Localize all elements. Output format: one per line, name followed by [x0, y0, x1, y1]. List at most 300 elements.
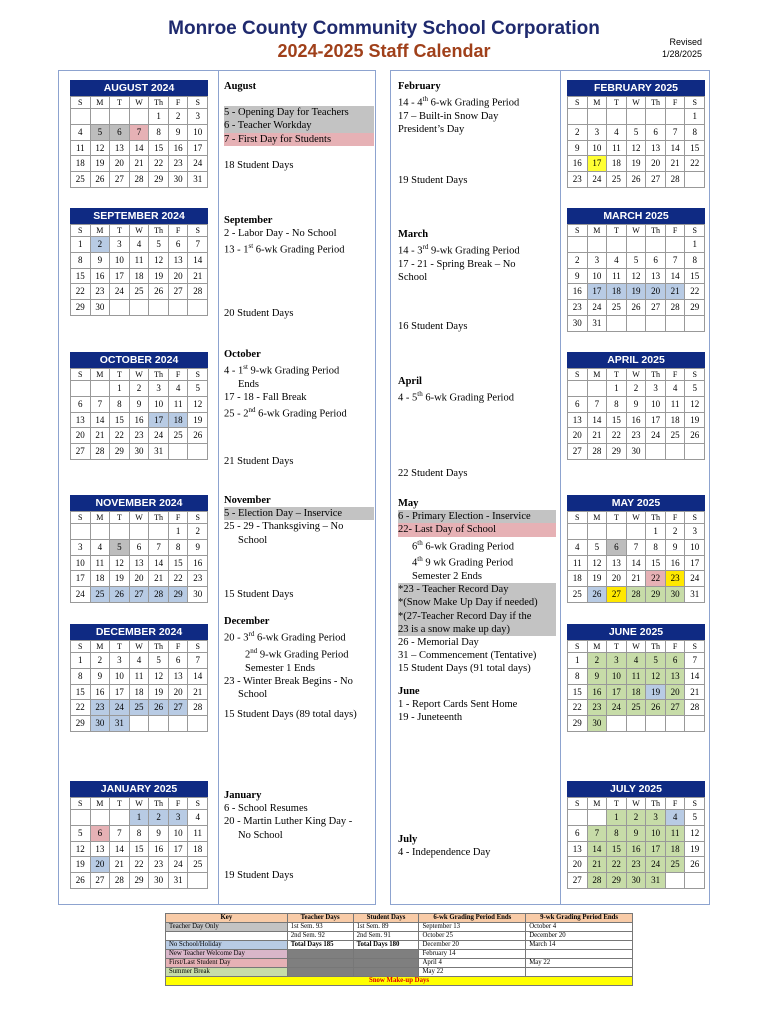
- day-grid: [567, 810, 705, 889]
- day-cell: 26: [149, 284, 169, 300]
- day-cell: 18: [666, 413, 686, 429]
- day-cell: 18: [188, 842, 208, 858]
- day-cell: 12: [149, 669, 169, 685]
- day-cell: 22: [607, 857, 627, 873]
- day-cell: 28: [666, 172, 686, 188]
- day-cell: 2: [91, 237, 111, 253]
- weekday-label: F: [169, 369, 189, 381]
- day-cell-empty: [188, 444, 208, 460]
- key-label: No School/Holiday: [166, 941, 288, 950]
- event-item: 5 - Election Day – Inservice: [224, 507, 374, 520]
- day-cell: 11: [130, 669, 150, 685]
- day-cell: 6: [110, 125, 130, 141]
- event-item: 6 - Teacher Workday: [224, 119, 374, 132]
- weekday-label: M: [91, 225, 111, 237]
- weekday-label: T: [110, 641, 130, 653]
- day-cell: 21: [130, 156, 150, 172]
- event-item: 25 - 29 - Thanksgiving – No: [224, 521, 344, 533]
- day-cell: 25: [130, 284, 150, 300]
- events-heading: March: [398, 229, 429, 240]
- day-cell-empty: [169, 444, 189, 460]
- day-cell: 18: [666, 842, 686, 858]
- day-cell: 27: [666, 700, 686, 716]
- weekday-label: W: [130, 369, 150, 381]
- day-cell: 21: [588, 857, 608, 873]
- events-heading: September: [224, 215, 273, 226]
- day-cell: 21: [188, 685, 208, 701]
- day-cell: 30: [130, 444, 150, 460]
- day-cell: 19: [71, 857, 91, 873]
- day-cell: 24: [149, 428, 169, 444]
- day-cell: 10: [110, 253, 130, 269]
- day-cell: 22: [646, 571, 666, 587]
- day-cell: 17: [685, 556, 705, 572]
- weekday-label: T: [607, 512, 627, 524]
- day-cell: 1: [149, 109, 169, 125]
- day-cell: 22: [71, 700, 91, 716]
- month-header: JUNE 2025: [567, 624, 705, 640]
- day-cell: 31: [169, 873, 189, 889]
- day-cell-empty: [568, 524, 588, 540]
- day-cell: 19: [149, 685, 169, 701]
- day-cell: 3: [71, 540, 91, 556]
- day-cell: 2: [627, 810, 647, 826]
- day-cell: 5: [685, 381, 705, 397]
- day-cell: 31: [110, 716, 130, 732]
- event-item: *23 - Teacher Record Day: [398, 583, 556, 596]
- day-cell: 14: [588, 413, 608, 429]
- day-cell: 26: [588, 587, 608, 603]
- day-cell: 10: [685, 540, 705, 556]
- day-cell: 25: [568, 587, 588, 603]
- day-cell: 10: [588, 269, 608, 285]
- day-cell: 20: [646, 156, 666, 172]
- day-cell: 7: [130, 125, 150, 141]
- day-cell: 1: [685, 237, 705, 253]
- day-cell: 25: [607, 172, 627, 188]
- six-wk-end: February 14: [419, 950, 526, 959]
- day-cell: 2: [568, 253, 588, 269]
- day-cell: 28: [588, 444, 608, 460]
- day-cell: 1: [130, 810, 150, 826]
- day-cell: 26: [685, 857, 705, 873]
- weekday-label: F: [169, 225, 189, 237]
- nine-wk-end: [526, 950, 633, 959]
- weekday-label: F: [169, 641, 189, 653]
- day-cell: 21: [91, 428, 111, 444]
- day-cell: 30: [568, 316, 588, 332]
- weekday-label: Th: [646, 225, 666, 237]
- day-cell: 4: [607, 253, 627, 269]
- day-cell: 20: [607, 571, 627, 587]
- weekday-label: Th: [646, 641, 666, 653]
- day-cell: 29: [646, 587, 666, 603]
- day-cell: 8: [110, 397, 130, 413]
- day-cell: 23: [568, 300, 588, 316]
- month-header: FEBRUARY 2025: [567, 80, 705, 96]
- day-cell-empty: [169, 716, 189, 732]
- day-cell: 29: [685, 300, 705, 316]
- day-cell: 5: [188, 381, 208, 397]
- day-cell: 3: [685, 524, 705, 540]
- day-cell-empty: [91, 810, 111, 826]
- day-cell-empty: [568, 381, 588, 397]
- day-cell: 17: [149, 413, 169, 429]
- day-cell-empty: [91, 381, 111, 397]
- day-cell-empty: [627, 237, 647, 253]
- day-cell: 17: [588, 156, 608, 172]
- day-cell-empty: [646, 237, 666, 253]
- day-cell: 13: [646, 269, 666, 285]
- day-cell-empty: [607, 316, 627, 332]
- day-cell: 17: [110, 269, 130, 285]
- month-header: APRIL 2025: [567, 352, 705, 368]
- weekday-label: W: [130, 798, 150, 810]
- event-item: 6 - School Resumes: [224, 803, 308, 815]
- day-cell: 20: [169, 685, 189, 701]
- event-item: 14 - 4th 6-wk Grading Period: [398, 95, 520, 109]
- day-cell: 10: [71, 556, 91, 572]
- day-cell: 30: [666, 587, 686, 603]
- day-cell: 12: [685, 826, 705, 842]
- day-cell: 4: [627, 653, 647, 669]
- day-cell: 6: [607, 540, 627, 556]
- day-cell: 28: [91, 444, 111, 460]
- day-cell: 23: [627, 428, 647, 444]
- month-header: MAY 2025: [567, 495, 705, 511]
- weekday-row: [70, 224, 208, 237]
- key-label: Teacher Day Only: [166, 923, 288, 932]
- weekday-label: S: [568, 225, 588, 237]
- weekday-label: W: [627, 798, 647, 810]
- day-cell: 19: [91, 156, 111, 172]
- day-cell: 20: [646, 284, 666, 300]
- day-cell: 14: [666, 141, 686, 157]
- day-cell: 7: [91, 397, 111, 413]
- day-cell: 29: [607, 873, 627, 889]
- day-cell: 9: [627, 826, 647, 842]
- day-cell: 24: [588, 172, 608, 188]
- day-cell: 29: [568, 716, 588, 732]
- student-days: 2nd Sem. 91: [353, 932, 419, 941]
- six-wk-end: September 13: [419, 923, 526, 932]
- day-cell: 14: [130, 141, 150, 157]
- event-item: Semester 1 Ends: [245, 662, 315, 674]
- day-cell: 6: [666, 653, 686, 669]
- page-subtitle: 2024-2025 Staff Calendar: [277, 41, 491, 61]
- day-grid: [70, 237, 208, 316]
- day-cell: 22: [685, 284, 705, 300]
- weekday-label: S: [71, 798, 91, 810]
- day-cell: 29: [110, 444, 130, 460]
- nine-wk-end: March 14: [526, 941, 633, 950]
- day-cell: 8: [130, 826, 150, 842]
- day-cell: 27: [646, 300, 666, 316]
- day-cell: 22: [71, 284, 91, 300]
- event-item: 6th 6-wk Grading Period: [412, 538, 514, 553]
- key-header: 9-wk Grading Period Ends: [526, 914, 633, 923]
- day-cell-empty: [607, 109, 627, 125]
- day-cell: 20: [666, 685, 686, 701]
- month-header: OCTOBER 2024: [70, 352, 208, 368]
- day-cell: 5: [588, 540, 608, 556]
- day-cell: 26: [188, 428, 208, 444]
- day-cell: 16: [91, 685, 111, 701]
- day-cell: 15: [607, 842, 627, 858]
- weekday-label: S: [188, 97, 208, 109]
- day-cell-empty: [685, 444, 705, 460]
- revised-label: Revised: [669, 37, 702, 47]
- day-cell: 31: [588, 316, 608, 332]
- day-cell: 13: [169, 253, 189, 269]
- day-cell: 9: [130, 397, 150, 413]
- event-item: President’s Day: [398, 124, 465, 136]
- day-cell-empty: [646, 109, 666, 125]
- day-cell: 15: [568, 685, 588, 701]
- day-grid: [70, 524, 208, 603]
- weekday-row: [567, 368, 705, 381]
- day-cell: 7: [666, 253, 686, 269]
- event-item: 4 - 1st 9-wk Grading Period: [224, 363, 340, 377]
- day-cell: 13: [568, 413, 588, 429]
- day-cell: 13: [91, 842, 111, 858]
- events-july: [398, 833, 548, 859]
- six-wk-end: December 20: [419, 941, 526, 950]
- event-item: 14 - 3rd 9-wk Grading Period: [398, 243, 520, 257]
- weekday-label: M: [588, 798, 608, 810]
- day-cell: 25: [666, 857, 686, 873]
- weekday-row: [567, 224, 705, 237]
- weekday-label: M: [588, 512, 608, 524]
- event-item: 1 - Report Cards Sent Home: [398, 699, 518, 711]
- day-grid: [567, 109, 705, 188]
- day-cell: 7: [666, 125, 686, 141]
- month-header: DECEMBER 2024: [70, 624, 208, 640]
- weekday-label: F: [666, 641, 686, 653]
- weekday-label: W: [627, 512, 647, 524]
- weekday-label: T: [110, 798, 130, 810]
- weekday-label: M: [91, 369, 111, 381]
- day-cell: 6: [169, 653, 189, 669]
- day-cell: 20: [568, 428, 588, 444]
- day-cell: 2: [91, 653, 111, 669]
- day-cell: 28: [588, 873, 608, 889]
- weekday-label: S: [568, 97, 588, 109]
- day-cell: 6: [130, 540, 150, 556]
- student-days: 15 Student Days (91 total days): [398, 663, 531, 675]
- day-cell: 19: [149, 269, 169, 285]
- day-cell: 1: [646, 524, 666, 540]
- day-cell: 17: [588, 284, 608, 300]
- weekday-label: T: [110, 225, 130, 237]
- weekday-label: W: [130, 225, 150, 237]
- student-days-february: 19 Student Days: [398, 175, 468, 186]
- day-cell: 26: [627, 172, 647, 188]
- event-item-cont: School: [238, 689, 268, 701]
- day-cell-empty: [110, 524, 130, 540]
- day-cell: 28: [627, 587, 647, 603]
- weekday-label: F: [169, 97, 189, 109]
- day-cell: 3: [110, 237, 130, 253]
- day-cell: 27: [110, 172, 130, 188]
- day-cell: 27: [568, 873, 588, 889]
- day-cell: 21: [588, 428, 608, 444]
- day-cell: 9: [588, 669, 608, 685]
- day-cell: 24: [685, 571, 705, 587]
- weekday-label: Th: [149, 369, 169, 381]
- day-cell-empty: [130, 524, 150, 540]
- event-item-cont: Ends: [238, 378, 259, 390]
- day-cell: 10: [607, 669, 627, 685]
- weekday-label: S: [685, 97, 705, 109]
- weekday-label: F: [666, 225, 686, 237]
- weekday-row: [567, 96, 705, 109]
- key-filler: [287, 950, 353, 959]
- month-header: JANUARY 2025: [70, 781, 208, 797]
- day-cell-empty: [130, 716, 150, 732]
- day-cell: 22: [110, 428, 130, 444]
- day-cell-empty: [627, 716, 647, 732]
- key-header: Student Days: [353, 914, 419, 923]
- day-cell: 21: [110, 857, 130, 873]
- day-cell: 11: [666, 397, 686, 413]
- day-cell: 9: [568, 269, 588, 285]
- day-cell: 8: [607, 826, 627, 842]
- day-cell-empty: [588, 237, 608, 253]
- calendar-february-2025: [567, 80, 705, 188]
- day-cell: 21: [188, 269, 208, 285]
- weekday-label: M: [91, 641, 111, 653]
- day-cell: 21: [149, 571, 169, 587]
- day-cell: 26: [91, 172, 111, 188]
- day-cell: 19: [685, 413, 705, 429]
- weekday-label: S: [71, 225, 91, 237]
- day-cell: 30: [588, 716, 608, 732]
- teacher-days: 2nd Sem. 92: [287, 932, 353, 941]
- day-cell-empty: [627, 524, 647, 540]
- day-cell: 15: [110, 413, 130, 429]
- day-cell: 26: [71, 873, 91, 889]
- day-cell: 20: [71, 428, 91, 444]
- day-cell-empty: [71, 109, 91, 125]
- day-cell-empty: [627, 109, 647, 125]
- day-cell: 18: [607, 156, 627, 172]
- day-cell-empty: [666, 237, 686, 253]
- day-cell: 30: [91, 300, 111, 316]
- day-cell: 4: [568, 540, 588, 556]
- day-cell: 2: [568, 125, 588, 141]
- calendar-august-2024: [70, 80, 208, 188]
- day-cell-empty: [71, 810, 91, 826]
- day-cell: 17: [607, 685, 627, 701]
- key-header: Key: [166, 914, 288, 923]
- weekday-label: W: [627, 97, 647, 109]
- day-cell: 7: [110, 826, 130, 842]
- event-item: 20 - Martin Luther King Day -: [224, 816, 353, 828]
- day-cell: 7: [188, 237, 208, 253]
- day-cell-empty: [646, 716, 666, 732]
- events-may: [398, 497, 556, 676]
- day-cell: 25: [169, 428, 189, 444]
- day-cell: 30: [627, 444, 647, 460]
- day-cell: 5: [627, 125, 647, 141]
- event-item-cont: School: [398, 272, 428, 284]
- day-cell: 16: [149, 842, 169, 858]
- day-cell: 18: [71, 156, 91, 172]
- day-cell: 17: [188, 141, 208, 157]
- day-cell: 22: [149, 156, 169, 172]
- day-cell: 5: [110, 540, 130, 556]
- right-divider: [560, 70, 710, 905]
- day-cell: 18: [169, 413, 189, 429]
- weekday-label: Th: [646, 369, 666, 381]
- day-cell-empty: [568, 237, 588, 253]
- weekday-label: F: [169, 798, 189, 810]
- teacher-days: 1st Sem. 93: [287, 923, 353, 932]
- day-cell: 24: [646, 428, 666, 444]
- day-cell-empty: [607, 716, 627, 732]
- day-cell: 10: [149, 397, 169, 413]
- day-cell: 28: [149, 587, 169, 603]
- key-filler: [353, 968, 419, 977]
- student-days-january: 19 Student Days: [224, 870, 294, 881]
- events-june: [398, 685, 548, 725]
- day-cell: 25: [607, 300, 627, 316]
- weekday-label: W: [627, 225, 647, 237]
- day-cell: 15: [169, 556, 189, 572]
- event-item: 2nd 9-wk Grading Period: [245, 646, 349, 661]
- day-cell: 15: [607, 413, 627, 429]
- weekday-label: T: [110, 369, 130, 381]
- day-cell: 13: [169, 669, 189, 685]
- day-cell: 30: [627, 873, 647, 889]
- day-cell: 29: [71, 716, 91, 732]
- day-cell: 1: [607, 381, 627, 397]
- day-cell: 4: [91, 540, 111, 556]
- day-cell: 13: [607, 556, 627, 572]
- day-cell: 1: [169, 524, 189, 540]
- day-cell: 5: [149, 237, 169, 253]
- weekday-label: Th: [646, 97, 666, 109]
- student-days-october: 21 Student Days: [224, 456, 294, 467]
- event-item: 25 - 2nd 6-wk Grading Period: [224, 406, 347, 420]
- month-header: JULY 2025: [567, 781, 705, 797]
- events-heading: April: [398, 376, 422, 387]
- day-cell: 17: [71, 571, 91, 587]
- day-cell: 6: [91, 826, 111, 842]
- day-cell: 16: [666, 556, 686, 572]
- day-cell-empty: [71, 381, 91, 397]
- day-cell: 31: [149, 444, 169, 460]
- day-cell: 22: [169, 571, 189, 587]
- day-cell: 19: [627, 156, 647, 172]
- weekday-label: M: [588, 225, 608, 237]
- day-cell: 16: [627, 413, 647, 429]
- day-cell: 11: [627, 669, 647, 685]
- key-label: Summer Break: [166, 968, 288, 977]
- day-cell: 20: [568, 857, 588, 873]
- event-item: Semester 2 Ends: [412, 571, 482, 583]
- day-cell: 24: [110, 284, 130, 300]
- weekday-label: S: [685, 798, 705, 810]
- day-cell: 17: [169, 842, 189, 858]
- events-november: [224, 494, 374, 547]
- month-header: SEPTEMBER 2024: [70, 208, 208, 224]
- day-cell: 4: [607, 125, 627, 141]
- day-cell: 16: [588, 685, 608, 701]
- weekday-label: S: [71, 97, 91, 109]
- events-february: [398, 80, 548, 136]
